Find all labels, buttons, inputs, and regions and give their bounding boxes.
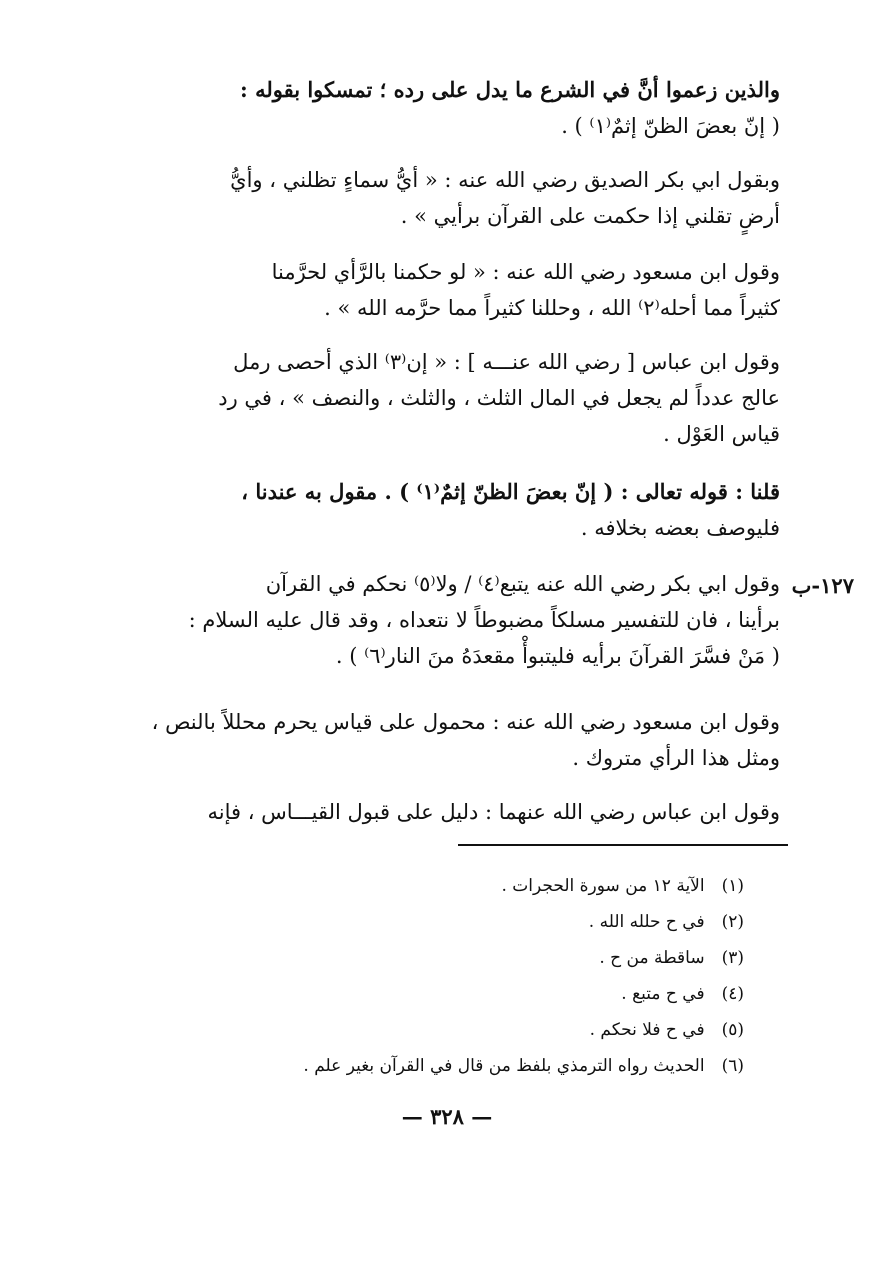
- footnote-text: ساقطة من ح .: [599, 948, 705, 968]
- paragraph-line: والذين زعموا أنَّ في الشرع ما يدل على رده ؛ تمسكوا بقوله :: [240, 77, 780, 102]
- footnote-separator: [458, 844, 788, 846]
- paragraph-line: وقول ابي بكر رضي الله عنه يتبع⁽٤⁾ / ولا⁽٥⁾ نحكم في القرآن: [265, 572, 780, 596]
- footnote-text: في ح حلله الله .: [588, 912, 705, 932]
- paragraph-line: أرضٍ تقلني إذا حكمت على القرآن برأيي » .: [400, 204, 780, 228]
- footnote-text: الحديث رواه الترمذي بلفظ من قال في القرآن بغير علم .: [303, 1056, 705, 1076]
- paragraph-8: [132, 794, 780, 830]
- paragraph-line: وقول ابن مسعود رضي الله عنه : محمول على قياس يحرم محللاً بالنص ،: [151, 710, 780, 734]
- paragraph-line: وقول ابن عباس [ رضي الله عنـــه ] : « إن⁽٣⁾ الذي أحصى رمل: [233, 350, 780, 374]
- footnote: [260, 904, 744, 940]
- paragraph-6: [132, 566, 780, 674]
- paragraph-line: وقول ابن مسعود رضي الله عنه : « لو حكمنا بالرَّأي لحرَّمنا: [271, 260, 780, 284]
- paragraph-line: عالج عدداً لم يجعل في المال الثلث ، والثلث ، والنصف » ، في رد: [218, 386, 780, 410]
- footnote-number: (٢): [721, 912, 744, 932]
- paragraph-5: [132, 474, 780, 546]
- paragraph-line: وبقول ابي بكر الصديق رضي الله عنه : « أيُّ سماءٍ تظلني ، وأيُّ: [230, 168, 780, 192]
- footnote: [260, 1012, 744, 1048]
- footnote-number: (٦): [721, 1056, 744, 1076]
- paragraph-4: [132, 344, 780, 452]
- footnotes: [260, 868, 744, 1084]
- paragraph-7: [132, 704, 780, 776]
- paragraph-3: [132, 254, 780, 326]
- footnote-text: في ح فلا نحكم .: [589, 1020, 705, 1040]
- footnote: [260, 940, 744, 976]
- paragraph-line: برأينا ، فان للتفسير مسلكاً مضبوطاً لا نتعداه ، وقد قال عليه السلام :: [188, 608, 780, 632]
- page-number: — ٣٢٨ —: [401, 1104, 493, 1129]
- paragraph-1: [132, 72, 780, 144]
- footnote: [260, 868, 744, 904]
- paragraph-line: ومثل هذا الرأي متروك .: [572, 746, 780, 770]
- footnote-text: في ح متبع .: [621, 984, 705, 1004]
- paragraph-line: ( مَنْ فسَّرَ القرآنَ برأيه فليتبوأْ مقعدَهُ منَ النار⁽٦⁾ ) .: [335, 644, 780, 668]
- footnote-number: (٤): [721, 984, 744, 1004]
- paragraph-line: ( إنّ بعضَ الظنّ إثمٌ⁽١⁾ ) .: [561, 114, 780, 138]
- paragraph-line: قياس العَوْل .: [663, 422, 780, 446]
- paragraph-2: [132, 162, 780, 234]
- folio-margin-note: ١٢٧-ب: [791, 573, 854, 598]
- paragraph-line: كثيراً مما أحله⁽٢⁾ الله ، وحللنا كثيراً مما حرَّمه الله » .: [324, 296, 780, 320]
- footnote-number: (٥): [721, 1020, 744, 1040]
- footnote: [260, 976, 744, 1012]
- footnote-text: الآية ١٢ من سورة الحجرات .: [501, 876, 705, 896]
- paragraph-line: قلنا : قوله تعالى : ( إنّ بعضَ الظنّ إثمٌ⁽١⁾ ) . مقول به عندنا ،: [241, 479, 780, 504]
- footnote: [260, 1048, 744, 1084]
- paragraph-line: وقول ابن عباس رضي الله عنهما : دليل على قبول القيـــاس ، فإنه: [207, 800, 780, 824]
- footnote-number: (٣): [721, 948, 744, 968]
- footnote-number: (١): [721, 876, 744, 896]
- paragraph-line: فليوصف بعضه بخلافه .: [580, 516, 780, 540]
